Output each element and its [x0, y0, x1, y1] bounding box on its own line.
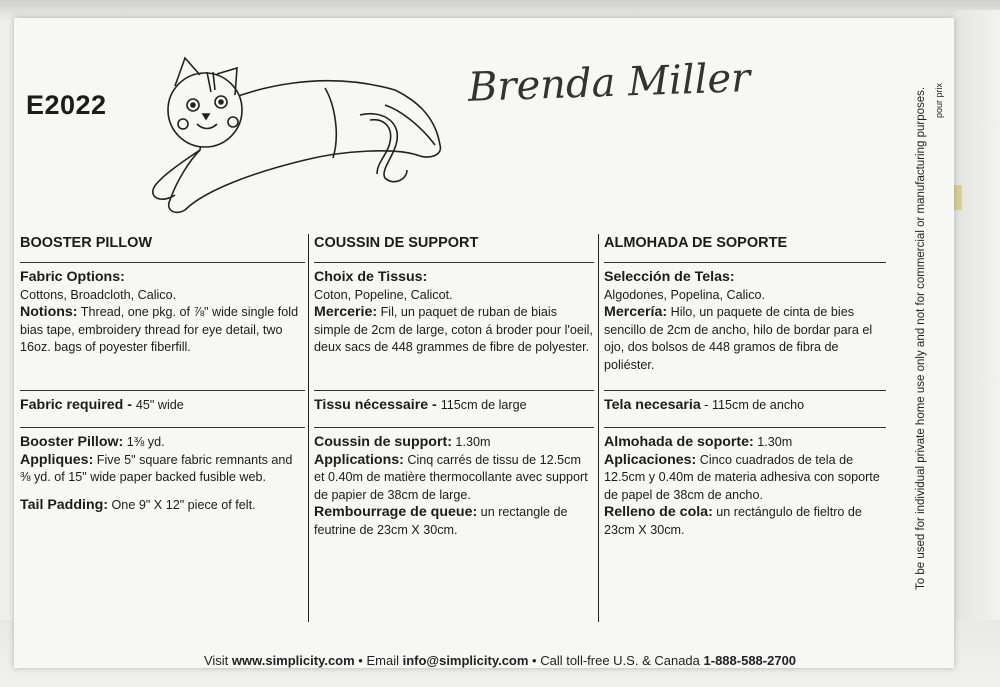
- fabric-required-text: 45" wide: [135, 398, 184, 412]
- notions-title: Mercerie:: [314, 304, 378, 320]
- yardage-item-text: 1.30m: [753, 435, 793, 449]
- yardage-item-title: Appliques:: [20, 451, 94, 468]
- cat-pillow-illustration: [145, 50, 445, 220]
- notions-title: Notions:: [20, 304, 78, 320]
- column-heading: COUSSIN DE SUPPORT: [314, 235, 479, 251]
- fabric-options-text: Cottons, Broadcloth, Calico.: [20, 287, 177, 302]
- fabric-required-text: 115cm de large: [440, 398, 527, 412]
- notions-text: Hilo, un paquete de cinta de bies sencillo de 2cm de ancho, hilo de bordar para el ojo, dos bolsos de 448 gramos de fibra de poliéster.: [604, 305, 873, 372]
- phone-number: 1-888-588-2700: [703, 653, 797, 668]
- usage-restriction-text: To be used for individual private home use only and not for commercial or manufacturing purposes.: [915, 86, 927, 590]
- yardage-section: [20, 428, 305, 522]
- fabric-options-section: [20, 263, 305, 390]
- notions-paragraph: [20, 304, 305, 357]
- yardage-item-text: Cinq carrés de tissu de 12.5cm et 0.40m de matière thermocollante avec support de papier de 38cm de large.: [314, 452, 588, 502]
- fabric-options-text: Coton, Popeline, Calicot.: [314, 287, 453, 302]
- yardage-item: [604, 452, 886, 505]
- column-heading: ALMOHADA DE SOPORTE: [604, 235, 788, 251]
- fabric-options-title: Selección de Telas:: [604, 269, 735, 285]
- yardage-item-title: Almohada de soporte:: [604, 434, 754, 450]
- yardage-item-title: Coussin de support:: [314, 434, 452, 450]
- yardage-item-title: Aplicaciones:: [604, 451, 697, 468]
- yardage-item-text: 1.30m: [451, 435, 491, 449]
- column-heading: BOOSTER PILLOW: [20, 235, 153, 251]
- fabric-required-title: Fabric required -: [20, 397, 136, 413]
- yardage-item: [604, 504, 886, 539]
- yardage-item: [20, 434, 305, 452]
- footer-visit-label: Visit: [203, 653, 232, 668]
- yardage-item-title: Applications:: [314, 451, 404, 468]
- yardage-item: [314, 504, 594, 539]
- yardage-item-text: un rectángulo de fieltro de 23cm X 30cm.: [604, 505, 862, 537]
- yardage-item-text: 1⅜ yd.: [123, 435, 165, 449]
- fabric-required-title: Tissu nécessaire -: [314, 397, 441, 413]
- footer-call-label: • Call toll-free U.S. & Canada: [528, 653, 704, 668]
- handwritten-signature: Brenda Miller: [467, 55, 751, 111]
- fabric-required-section: [604, 391, 886, 427]
- fabric-required-title: Tela necesaria: [604, 397, 701, 413]
- notions-title: Mercería:: [604, 304, 668, 320]
- website-link[interactable]: www.simplicity.com: [231, 653, 355, 668]
- envelope-side-strip: [955, 10, 1000, 687]
- yardage-item: [20, 452, 305, 487]
- fabric-options-section: [604, 263, 886, 390]
- yardage-item-title: Tail Padding:: [20, 496, 109, 513]
- fabric-required-text: - 115cm de ancho: [700, 398, 805, 412]
- fabric-options-title: Fabric Options:: [20, 269, 125, 285]
- yardage-item-text: un rectangle de feutrine de 23cm X 30cm.: [314, 505, 568, 537]
- fabric-options-title: Choix de Tissus:: [314, 269, 428, 285]
- fabric-required-section: [20, 391, 305, 427]
- yardage-section: [604, 428, 886, 547]
- notions-paragraph: [604, 304, 886, 374]
- yardage-item-title: Relleno de cola:: [604, 504, 713, 520]
- notions-text: Thread, one pkg. of ⅞" wide single fold bias tape, embroidery thread for eye detail, two 16oz. bags of poyester fiberfill.: [20, 305, 299, 354]
- yardage-item: [314, 452, 594, 505]
- fabric-options-section: [314, 263, 594, 390]
- yardage-item-text: One 9" X 12" piece of felt.: [108, 497, 256, 512]
- yardage-item: [604, 434, 886, 452]
- yardage-item-text: Five 5" square fabric remnants and ⅜ yd. of 15" wide paper backed fusible web.: [20, 452, 293, 484]
- notions-text: Fil, un paquet de ruban de biais simple de 2cm de large, coton á broder pour l'oeil, deux sacs de 448 grammes de fibre de polyester.: [314, 305, 593, 354]
- column-english: [20, 232, 305, 522]
- yardage-section: [314, 428, 594, 547]
- fabric-required-section: [314, 391, 594, 427]
- footer-contact: [0, 653, 1000, 668]
- yardage-item: [20, 497, 305, 515]
- fabric-options-text: Algodones, Popelina, Calico.: [604, 287, 766, 302]
- footer-email-label: • Email: [354, 653, 403, 668]
- column-spanish: [604, 232, 886, 547]
- yardage-item-text: Cinco cuadrados de tela de 12.5cm y 0.40m de materia adhesiva con soporte de papel de 38cm de ancho.: [604, 452, 880, 502]
- notions-paragraph: [314, 304, 594, 357]
- column-divider: [308, 234, 309, 622]
- column-divider: [598, 234, 599, 622]
- column-french: [314, 232, 594, 547]
- pattern-code: E2022: [26, 90, 107, 120]
- email-link[interactable]: info@simplicity.com: [402, 653, 529, 668]
- yardage-item-title: Booster Pillow:: [20, 434, 124, 450]
- yardage-item-title: Rembourrage de queue:: [314, 504, 478, 520]
- yardage-item: [314, 434, 594, 452]
- price-label: pour prix: [934, 82, 944, 118]
